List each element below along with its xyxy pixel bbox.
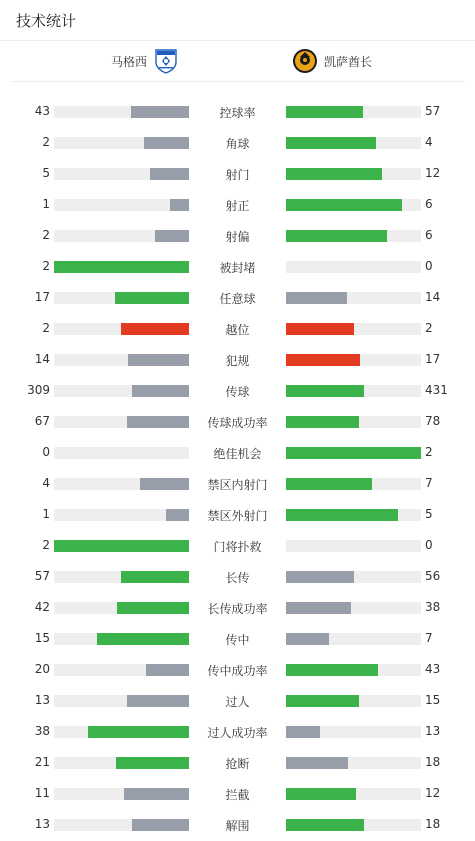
away-stat-value: 56 [425, 569, 441, 583]
away-stat-bar [286, 726, 421, 738]
away-stat-fill [286, 788, 356, 800]
home-stat-bar [54, 602, 189, 614]
away-stat-bar [286, 602, 421, 614]
away-stat-bar [286, 199, 421, 211]
stat-label: 控球率 [219, 106, 256, 120]
away-stat-fill [286, 106, 363, 118]
away-stat-fill [286, 168, 382, 180]
away-stat-fill [286, 819, 364, 831]
home-stat-bar [54, 571, 189, 583]
stat-row [0, 593, 475, 624]
away-stat-bar [286, 416, 421, 428]
stat-label: 过人 [225, 695, 250, 709]
stat-row [0, 562, 475, 593]
away-stat-value: 14 [425, 290, 441, 304]
home-stat-bar [54, 478, 189, 490]
home-stat-value: 1 [42, 507, 50, 521]
home-stat-fill [146, 664, 189, 676]
stat-row [0, 686, 475, 717]
home-stat-bar [54, 230, 189, 242]
away-stat-fill [286, 230, 387, 242]
home-stat-value: 17 [34, 290, 50, 304]
stat-label: 过人成功率 [207, 726, 268, 740]
away-stat-value: 38 [425, 600, 441, 614]
stat-row [0, 624, 475, 655]
away-stat-fill [286, 323, 354, 335]
home-stat-value: 4 [42, 476, 50, 490]
home-stat-value: 43 [34, 104, 50, 118]
home-team[interactable] [111, 41, 183, 81]
home-stat-fill [127, 695, 189, 707]
stat-label: 传中成功率 [207, 664, 268, 678]
home-stat-bar [54, 509, 189, 521]
home-team-name: 马格西 [110, 54, 147, 69]
stat-label: 射门 [225, 168, 250, 182]
stat-row [0, 159, 475, 190]
away-stat-value: 2 [425, 445, 433, 459]
away-stat-value: 13 [425, 724, 441, 738]
away-stat-fill [286, 726, 320, 738]
home-stat-bar [54, 261, 189, 273]
away-stat-bar [286, 261, 421, 273]
away-stat-bar [286, 478, 421, 490]
home-stat-bar [54, 788, 189, 800]
home-stat-value: 2 [42, 135, 50, 149]
home-stat-value: 309 [27, 383, 50, 397]
page-title: 技术统计 [16, 11, 77, 30]
stat-row [0, 779, 475, 810]
stat-row [0, 314, 475, 345]
home-stat-bar [54, 354, 189, 366]
home-stat-bar [54, 106, 189, 118]
away-stat-fill [286, 137, 376, 149]
home-stat-value: 2 [42, 228, 50, 242]
stat-row [0, 221, 475, 252]
home-stat-fill [121, 571, 189, 583]
stat-label: 传球 [225, 385, 250, 399]
stat-row [0, 376, 475, 407]
home-stat-fill [116, 757, 189, 769]
home-stat-bar [54, 385, 189, 397]
away-stat-value: 0 [425, 259, 433, 273]
home-stat-bar [54, 664, 189, 676]
home-stat-bar [54, 819, 189, 831]
stat-label: 角球 [225, 137, 250, 151]
stat-row [0, 97, 475, 128]
away-stat-bar [286, 354, 421, 366]
home-stat-value: 42 [34, 600, 50, 614]
home-stat-fill [166, 509, 189, 521]
away-stat-value: 7 [425, 631, 433, 645]
away-stat-value: 43 [425, 662, 441, 676]
home-stat-value: 13 [34, 693, 50, 707]
away-stat-bar [286, 168, 421, 180]
kaizer-chiefs-crest-icon [292, 48, 318, 74]
away-stat-value: 17 [425, 352, 441, 366]
home-stat-bar [54, 199, 189, 211]
away-stat-value: 78 [425, 414, 441, 428]
stat-label: 禁区外射门 [207, 509, 268, 523]
away-stat-fill [286, 416, 359, 428]
home-stat-bar [54, 447, 189, 459]
away-stat-bar [286, 633, 421, 645]
home-stat-fill [132, 385, 189, 397]
away-team[interactable] [292, 41, 372, 81]
home-stat-fill [144, 137, 189, 149]
away-stat-value: 431 [425, 383, 448, 397]
away-stat-bar [286, 540, 421, 552]
away-stat-bar [286, 509, 421, 521]
home-stat-bar [54, 416, 189, 428]
stat-label: 长传 [225, 571, 250, 585]
home-stat-value: 38 [34, 724, 50, 738]
home-stat-fill [54, 261, 189, 273]
home-stat-value: 2 [42, 259, 50, 273]
home-stat-value: 13 [34, 817, 50, 831]
away-stat-value: 12 [425, 166, 441, 180]
stat-row [0, 500, 475, 531]
stat-row [0, 438, 475, 469]
away-stat-fill [286, 478, 372, 490]
home-stat-fill [124, 788, 189, 800]
away-stat-bar [286, 323, 421, 335]
home-stat-bar [54, 323, 189, 335]
away-stat-bar [286, 106, 421, 118]
away-stat-value: 12 [425, 786, 441, 800]
home-stat-bar [54, 633, 189, 645]
stat-label: 越位 [225, 323, 250, 337]
stat-row [0, 283, 475, 314]
home-stat-value: 20 [34, 662, 50, 676]
home-stat-bar [54, 540, 189, 552]
away-stat-value: 18 [425, 755, 441, 769]
stat-label: 解围 [225, 819, 250, 833]
stat-label: 门将扑救 [213, 540, 262, 554]
away-stat-bar [286, 819, 421, 831]
stat-row [0, 407, 475, 438]
away-stat-fill [286, 757, 348, 769]
away-stat-fill [286, 695, 359, 707]
home-stat-fill [128, 354, 189, 366]
away-stat-value: 4 [425, 135, 433, 149]
stat-row [0, 469, 475, 500]
home-stat-value: 0 [42, 445, 50, 459]
stat-label: 绝佳机会 [213, 447, 262, 461]
home-stat-fill [132, 819, 189, 831]
home-stat-value: 5 [42, 166, 50, 180]
home-stat-fill [54, 540, 189, 552]
home-stat-value: 1 [42, 197, 50, 211]
away-stat-bar [286, 230, 421, 242]
stat-label: 射正 [225, 199, 250, 213]
away-stat-bar [286, 447, 421, 459]
home-stat-fill [115, 292, 189, 304]
home-stat-value: 15 [34, 631, 50, 645]
stat-label: 射偏 [225, 230, 250, 244]
home-stat-value: 2 [42, 538, 50, 552]
away-stat-bar [286, 385, 421, 397]
stat-row [0, 717, 475, 748]
away-stat-value: 15 [425, 693, 441, 707]
home-stat-bar [54, 757, 189, 769]
stat-label: 传球成功率 [207, 416, 268, 430]
home-stat-fill [155, 230, 189, 242]
stat-row [0, 128, 475, 159]
teams-header [10, 41, 465, 82]
home-stat-fill [150, 168, 189, 180]
away-stat-bar [286, 664, 421, 676]
home-stat-fill [88, 726, 189, 738]
home-stat-fill [127, 416, 189, 428]
away-stat-fill [286, 664, 378, 676]
stat-label: 任意球 [219, 292, 256, 306]
away-stat-value: 0 [425, 538, 433, 552]
away-stat-bar [286, 571, 421, 583]
away-stat-fill [286, 199, 402, 211]
away-stat-fill [286, 385, 364, 397]
home-stat-fill [97, 633, 189, 645]
stat-row [0, 345, 475, 376]
home-stat-value: 14 [34, 352, 50, 366]
stat-row [0, 748, 475, 779]
home-stat-bar [54, 168, 189, 180]
stat-label: 抢断 [225, 757, 250, 771]
stat-row [0, 252, 475, 283]
stat-label: 禁区内射门 [207, 478, 268, 492]
away-stat-bar [286, 788, 421, 800]
away-stat-fill [286, 509, 398, 521]
stat-row [0, 655, 475, 686]
away-stat-bar [286, 292, 421, 304]
stat-row [0, 190, 475, 221]
stat-label: 传中 [225, 633, 250, 647]
maccabi-crest-icon [153, 48, 179, 74]
away-stat-value: 57 [425, 104, 441, 118]
away-stat-bar [286, 695, 421, 707]
home-stat-fill [140, 478, 189, 490]
home-stat-fill [121, 323, 189, 335]
home-stat-value: 57 [34, 569, 50, 583]
home-stat-fill [117, 602, 189, 614]
away-stat-fill [286, 354, 360, 366]
stat-label: 犯规 [225, 354, 250, 368]
away-stat-value: 5 [425, 507, 433, 521]
away-stat-fill [286, 292, 347, 304]
away-team-name: 凯萨酋长 [324, 54, 373, 69]
away-stat-value: 6 [425, 228, 433, 242]
away-stat-fill [286, 602, 351, 614]
away-stat-value: 2 [425, 321, 433, 335]
stat-label: 拦截 [225, 788, 250, 802]
away-stat-fill [286, 633, 329, 645]
home-stat-bar [54, 137, 189, 149]
away-stat-bar [286, 137, 421, 149]
home-stat-value: 2 [42, 321, 50, 335]
away-stat-fill [286, 447, 421, 459]
title-bar [0, 0, 475, 41]
away-stat-value: 18 [425, 817, 441, 831]
home-stat-fill [170, 199, 189, 211]
stat-row [0, 531, 475, 562]
home-stat-value: 67 [34, 414, 50, 428]
home-stat-bar [54, 292, 189, 304]
home-stat-value: 21 [34, 755, 50, 769]
home-stat-bar [54, 726, 189, 738]
away-stat-value: 7 [425, 476, 433, 490]
home-stat-fill [131, 106, 189, 118]
away-stat-fill [286, 571, 354, 583]
home-stat-bar [54, 695, 189, 707]
home-stat-value: 11 [34, 786, 50, 800]
away-stat-value: 6 [425, 197, 433, 211]
stat-label: 被封堵 [219, 261, 256, 275]
stat-label: 长传成功率 [207, 602, 268, 616]
away-stat-bar [286, 757, 421, 769]
